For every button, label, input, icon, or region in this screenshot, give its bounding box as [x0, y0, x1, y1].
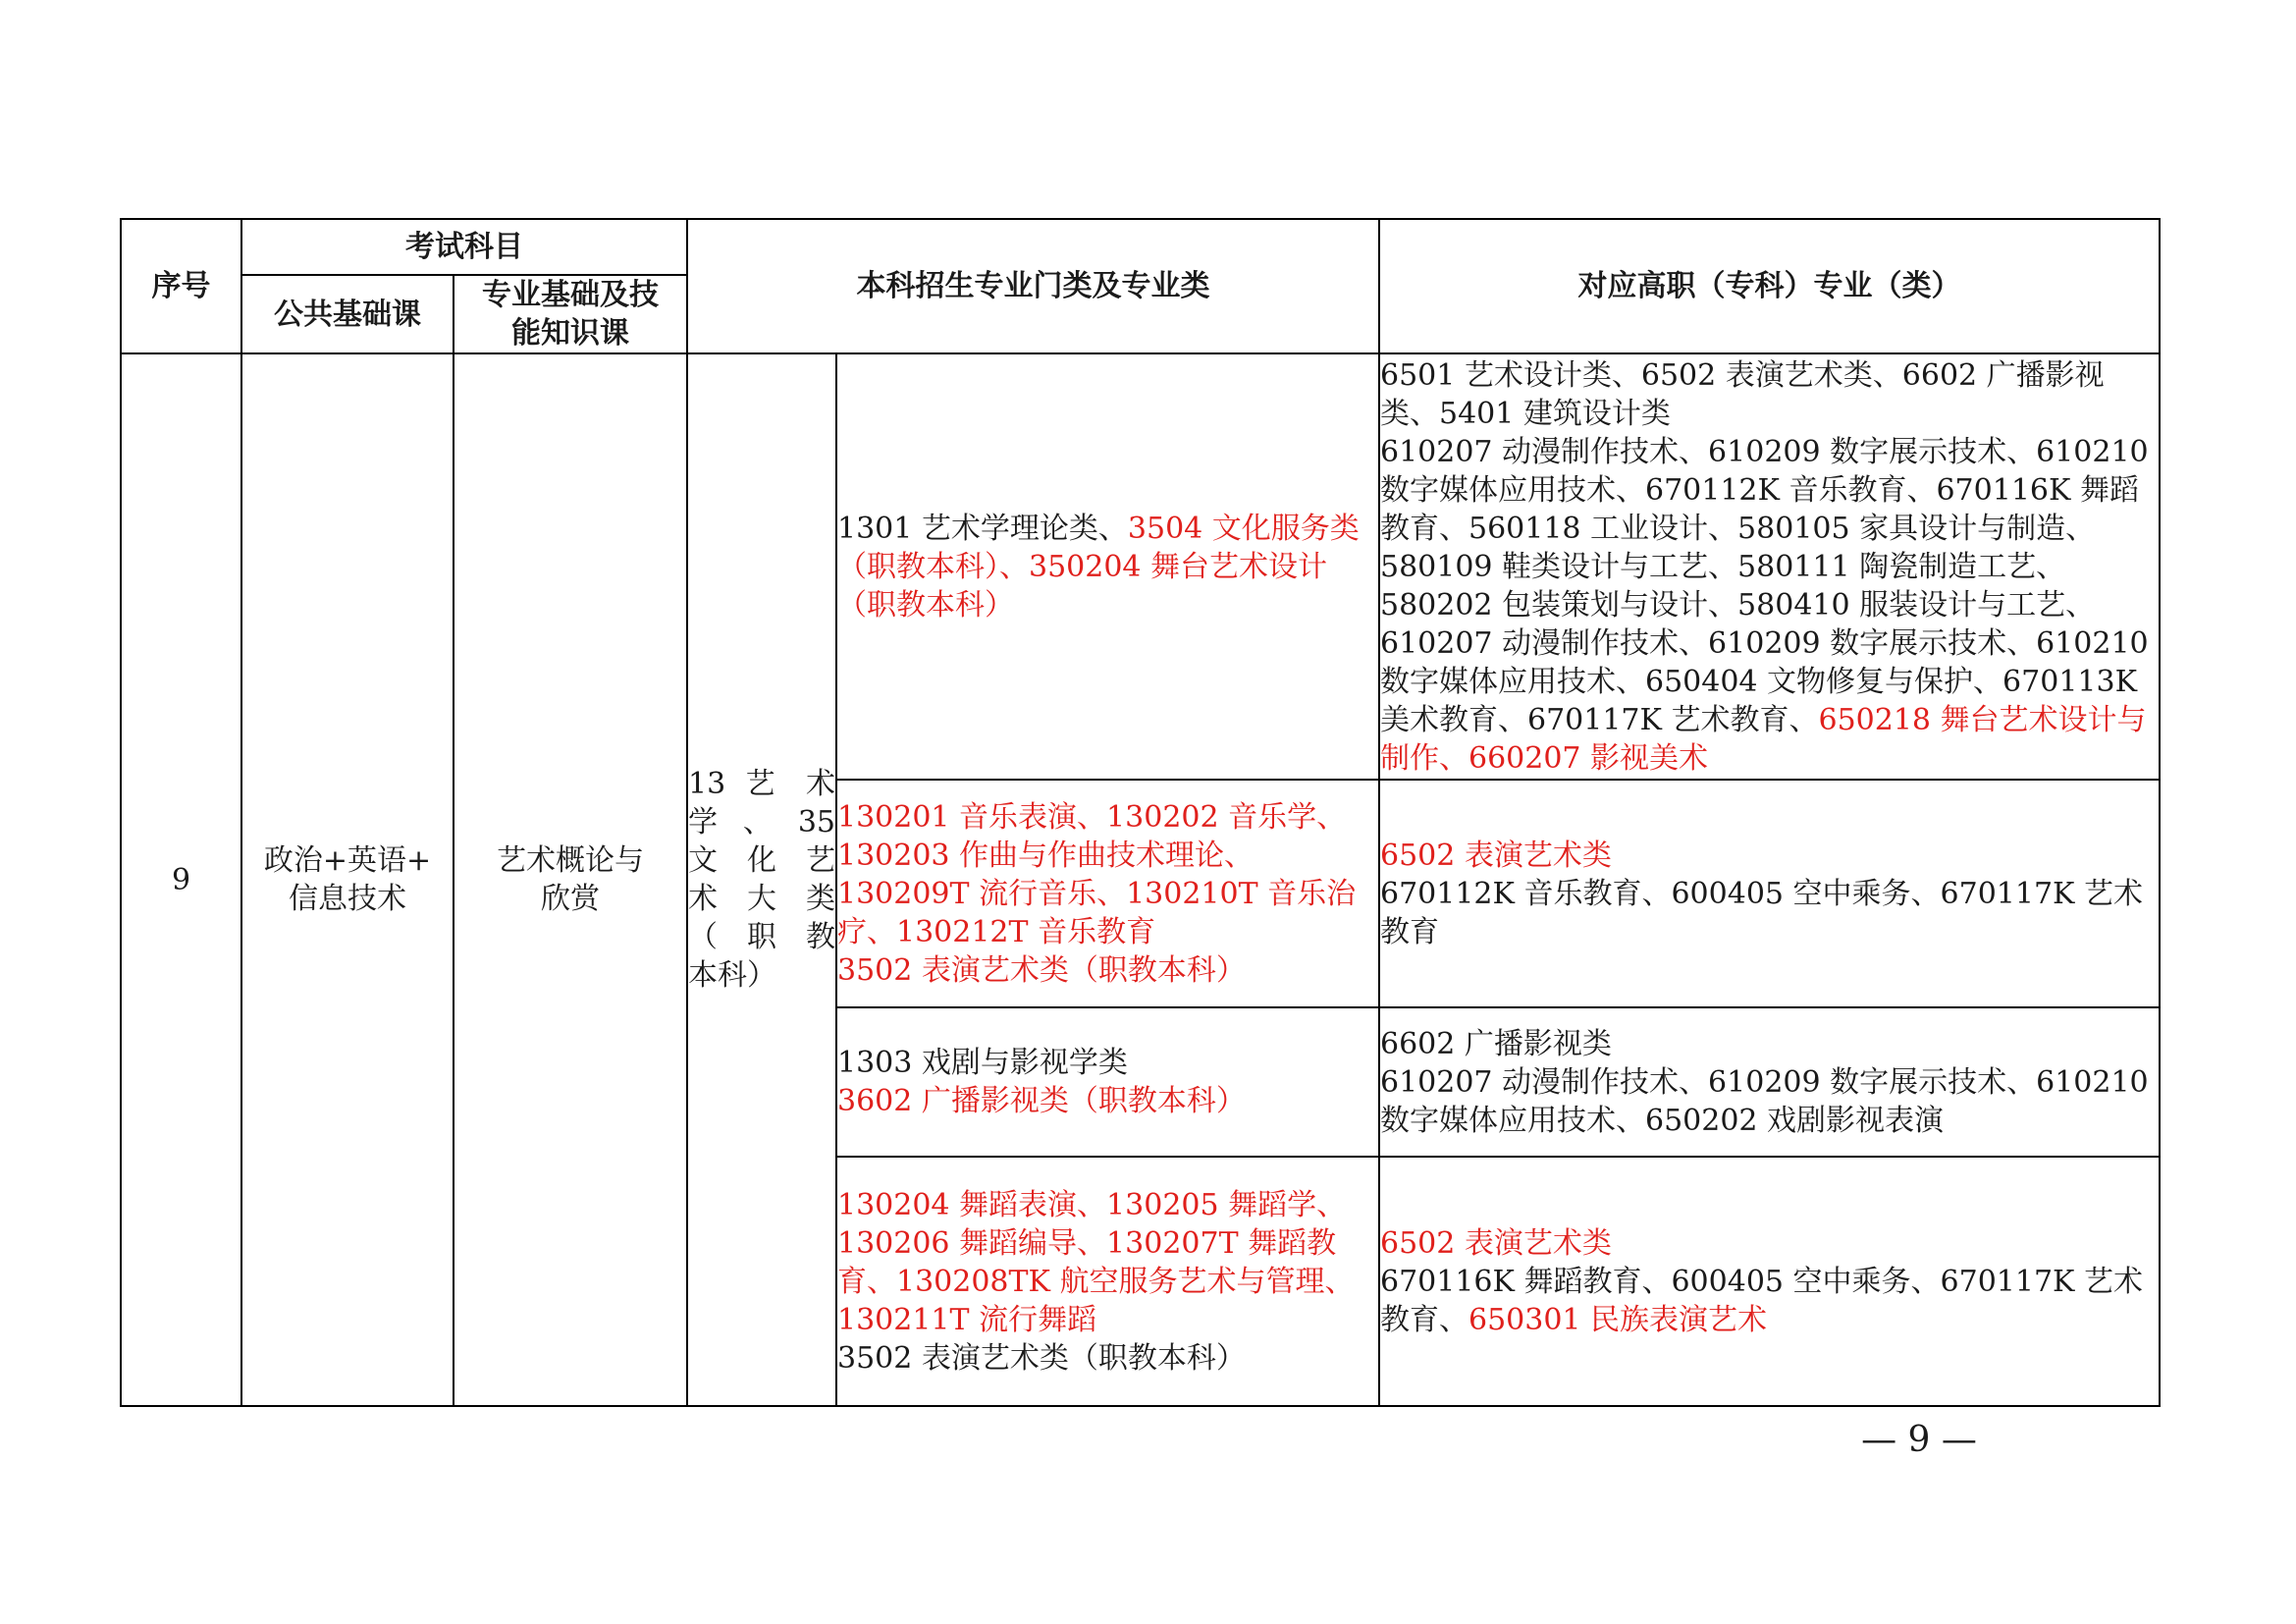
text-segment: 1303 戏剧与影视学类	[837, 1046, 1128, 1080]
sub-row-2-majors	[836, 780, 1379, 1007]
row-public-course	[241, 353, 454, 1406]
text-segment: 6502 表演艺术类	[1380, 838, 1612, 873]
text-segment: 1301 艺术学理论类、	[837, 511, 1128, 546]
header-seq: 序号	[121, 219, 241, 353]
row-professional-course-line1: 艺术概论与	[497, 843, 644, 878]
category-line: 学 、 35	[688, 805, 835, 839]
header-undergrad-majors: 本科招生专业门类及专业类	[687, 219, 1379, 353]
text-segment: 610207 动漫制作技术、610209 数字展示技术、610210 数字媒体应用技术、650202 戏剧影视表演	[1380, 1064, 2149, 1138]
category-line: 13 艺 术	[688, 767, 835, 801]
category-line: 文 化 艺	[688, 843, 835, 878]
text-segment: 3502 表演艺术类（职教本科）	[837, 952, 1246, 988]
header-professional-course-line2: 能知识课	[511, 316, 629, 351]
text-segment: 6602 广播影视类	[1380, 1026, 1612, 1061]
text-segment: 610207 动漫制作技术、610209 数字展示技术、610210 数字媒体应用技术、670112K 音乐教育、670116K 舞蹈教育、560118 工业设计、580105 家具设计与制造、580109 鞋类设计与工艺、580111 陶瓷制造工艺、580202 包装策划与设计、580410 服装设计与工艺、610207 动漫制作技术、610209 数字展示技术、610210 数字媒体应用技术、650404 文物修复与保护、670113K 美术教育、670117K 艺术教育、	[1380, 434, 2149, 737]
header-professional-course-line1: 专业基础及技	[482, 278, 659, 312]
text-segment: 3602 广播影视类（职教本科）	[837, 1084, 1246, 1118]
text-segment: 670112K 音乐教育、600405 空中乘务、670117K 艺术教育	[1380, 876, 2143, 949]
row-professional-course	[454, 353, 687, 1406]
category-line: （ 职 教	[688, 920, 835, 954]
header-vocational-majors: 对应高职（专科）专业（类）	[1379, 219, 2160, 353]
sub-row-1-vocational	[1379, 353, 2160, 780]
row-public-course-line1: 政治+英语+	[263, 843, 432, 878]
text-segment: 670116K 舞蹈教育、600405 空中乘务、670117K 艺术教育、	[1380, 1264, 2143, 1337]
major-correspondence-table	[120, 218, 2161, 1407]
sub-row-2-vocational	[1379, 780, 2160, 1007]
text-segment: 130201 音乐表演、130202 音乐学、130203 作曲与作曲技术理论、130209T 流行音乐、130210T 音乐治疗、130212T 音乐教育	[837, 799, 1357, 949]
sub-row-3-majors	[836, 1007, 1379, 1157]
page-number: — 9 —	[1861, 1420, 1977, 1460]
text-segment: 130204 舞蹈表演、130205 舞蹈学、130206 舞蹈编导、130207T 舞蹈教育、130208TK 航空服务艺术与管理、130211T 流行舞蹈	[837, 1187, 1355, 1337]
text-segment: 650218 舞台艺术设计与制作、660207 影视美术	[1380, 702, 2147, 776]
category-line: 术 大 类	[688, 882, 835, 916]
sub-row-1-majors	[836, 353, 1379, 780]
row-seq: 9	[121, 353, 241, 1406]
row-category	[687, 353, 836, 1406]
header-professional-course	[454, 275, 687, 353]
text-segment: 6501 艺术设计类、6502 表演艺术类、6602 广播影视类、5401 建筑设计类	[1380, 357, 2105, 431]
header-exam-subjects: 考试科目	[241, 219, 687, 275]
row-public-course-line2: 信息技术	[289, 882, 406, 916]
header-public-course: 公共基础课	[241, 275, 454, 353]
category-line: 本科）	[688, 958, 776, 993]
row-professional-course-line2: 欣赏	[541, 882, 600, 916]
sub-row-4-vocational	[1379, 1157, 2160, 1406]
sub-row-3-vocational	[1379, 1007, 2160, 1157]
text-segment: 3504 文化服务类（职教本科）、350204 舞台艺术设计（职教本科）	[837, 511, 1360, 623]
text-segment: 650301 民族表演艺术	[1468, 1302, 1768, 1337]
text-segment: 6502 表演艺术类	[1380, 1225, 1612, 1261]
text-segment: 3502 表演艺术类（职教本科）	[837, 1340, 1246, 1376]
sub-row-4-majors	[836, 1157, 1379, 1406]
